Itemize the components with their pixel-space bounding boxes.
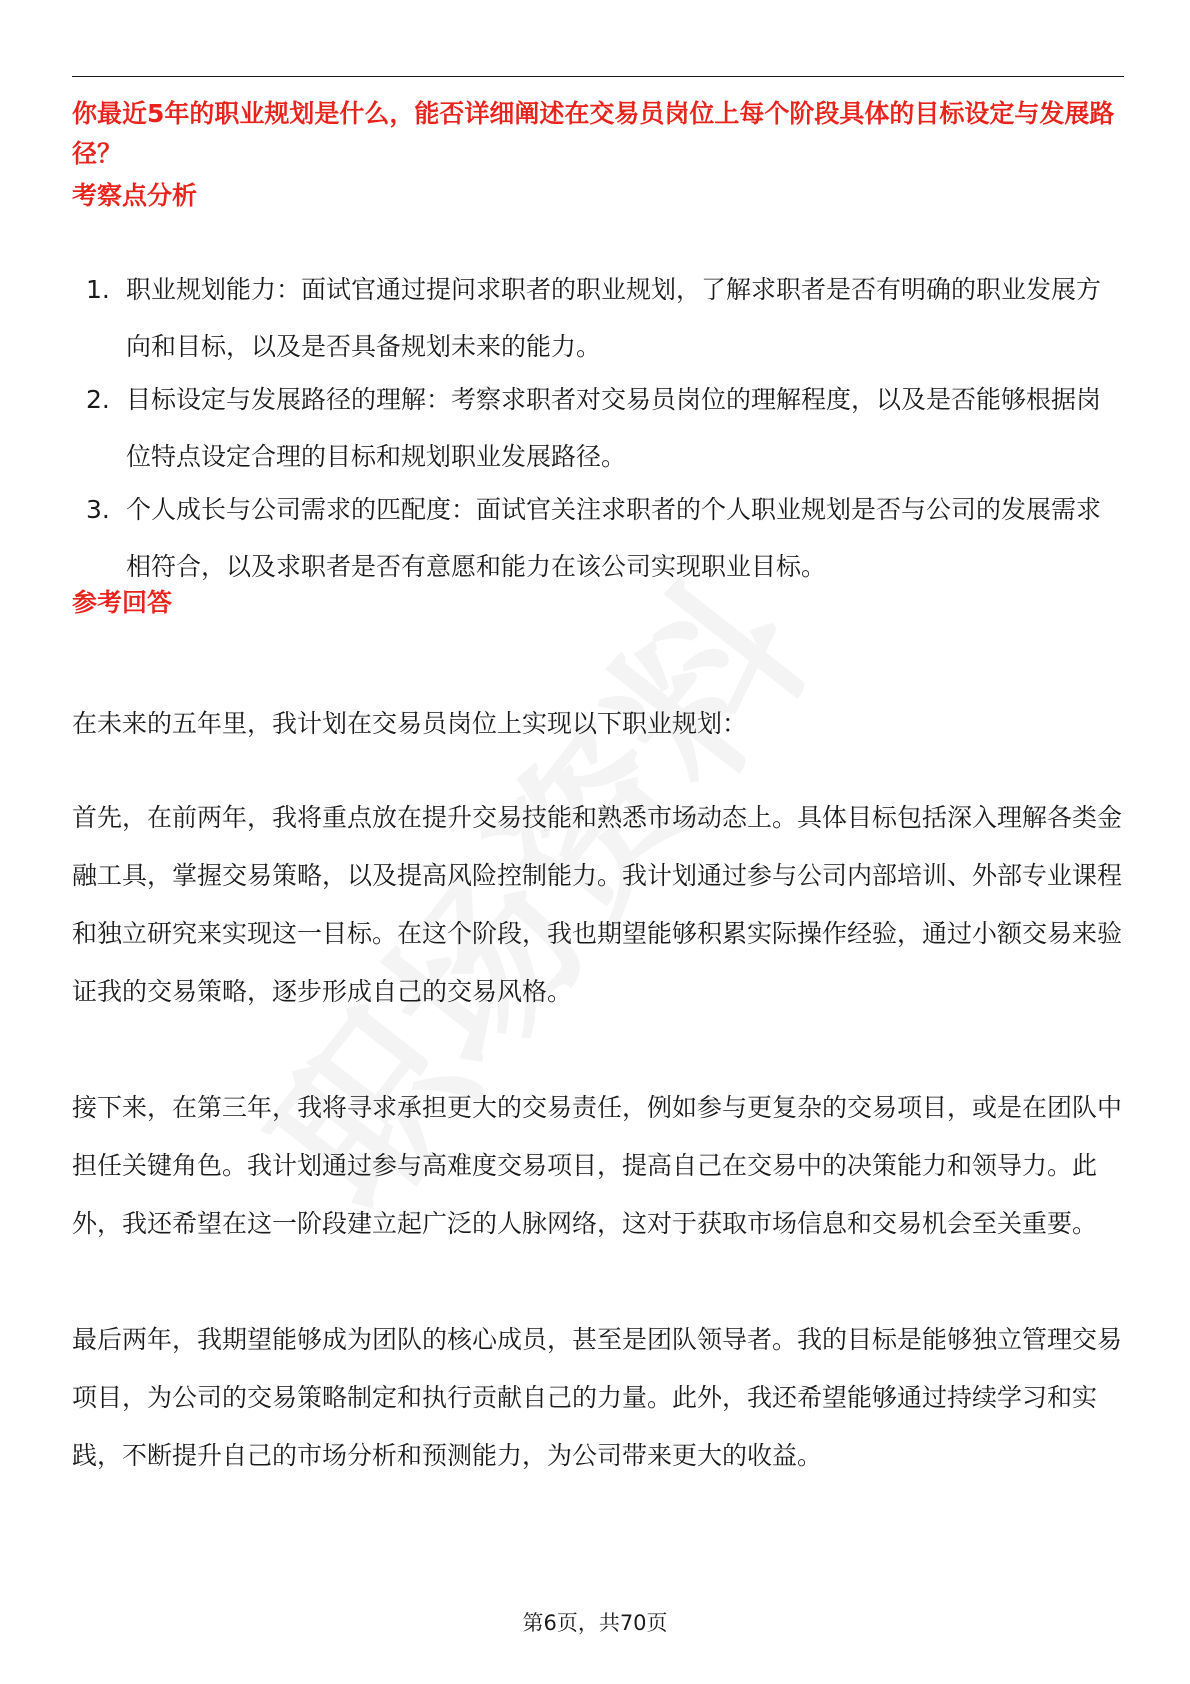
point-text: 目标设定与发展路径的理解：考察求职者对交易员岗位的理解程度，以及是否能够根据岗位特点设定合理的目标和规划职业发展路径。 [126, 385, 1102, 471]
point-number: 3. [86, 495, 110, 524]
answer-body [72, 695, 1124, 1543]
page-number: 第6页，共70页 [522, 1611, 668, 1635]
analysis-point [72, 261, 1124, 375]
answer-section-title: 参考回答 [72, 588, 173, 617]
point-text: 个人成长与公司需求的匹配度：面试官关注求职者的个人职业规划是否与公司的发展需求相符合，以及求职者是否有意愿和能力在该公司实现职业目标。 [126, 495, 1102, 581]
point-text: 职业规划能力：面试官通过提问求职者的职业规划，了解求职者是否有明确的职业发展方向和目标，以及是否具备规划未来的能力。 [126, 275, 1102, 361]
point-number: 2. [86, 385, 110, 414]
top-divider [72, 76, 1124, 77]
analysis-points-list [72, 261, 1124, 595]
answer-paragraph: 接下来，在第三年，我将寻求承担更大的交易责任，例如参与更复杂的交易项目，或是在团队中担任关键角色。我计划通过参与高难度交易项目，提高自己在交易中的决策能力和领导力。此外，我还希望在这一阶段建立起广泛的人脉网络，这对于获取市场信息和交易机会至关重要。 [72, 1093, 1123, 1238]
analysis-section-title: 考察点分析 [72, 181, 198, 210]
analysis-point [72, 371, 1124, 485]
question-heading: 你最近5年的职业规划是什么，能否详细阐述在交易员岗位上每个阶段具体的目标设定与发展路径？ [72, 99, 1115, 168]
answer-paragraph: 在未来的五年里，我计划在交易员岗位上实现以下职业规划： [72, 709, 748, 738]
point-number: 1. [86, 275, 110, 304]
analysis-point [72, 481, 1124, 595]
answer-paragraph: 首先，在前两年，我将重点放在提升交易技能和熟悉市场动态上。具体目标包括深入理解各类金融工具，掌握交易策略，以及提高风险控制能力。我计划通过参与公司内部培训、外部专业课程和独立研究来实现这一目标。在这个阶段，我也期望能够积累实际操作经验，通过小额交易来验证我的交易策略，逐步形成自己的交易风格。 [72, 803, 1123, 1006]
answer-paragraph: 最后两年，我期望能够成为团队的核心成员，甚至是团队领导者。我的目标是能够独立管理交易项目，为公司的交易策略制定和执行贡献自己的力量。此外，我还希望能够通过持续学习和实践，不断提升自己的市场分析和预测能力，为公司带来更大的收益。 [72, 1325, 1123, 1470]
